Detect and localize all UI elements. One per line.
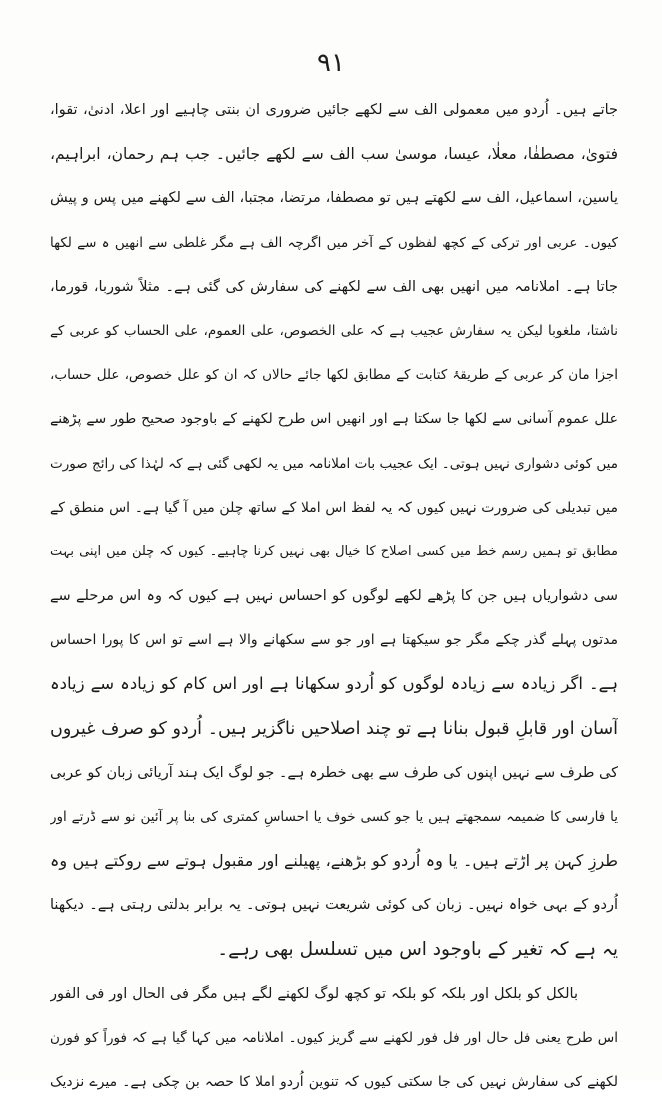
text-line: اُردو کے بہی خواہ نہیں۔ زبان کی کوئی شریعت نہیں ہوتی۔ یہ برابر بدلتی رہتی ہے۔ دیکھنا <box>50 897 618 914</box>
text-line-paragraph-start: بالکل کو بلکل اور بلکہ کو بلکہ تو کچھ لوگ لکھنے لگے ہیں مگر فی الحال اور فی الفور <box>50 985 578 1002</box>
text-line: یاسین، اسماعیل، الف سے لکھتے ہیں تو مصطفا، مرتضا، مجتبا، الف سے لکھنے میں پس و پیش <box>50 190 618 207</box>
text-line: علل عموم آسانی سے لکھا جا سکتا ہے اور انھیں اس طرح لکھنے کے باوجود صحیح طور سے پڑھنے <box>50 411 618 428</box>
text-line: اجزا مان کر عربی کے طریقۂ کتابت کے مطابق لکھا جائے حالاں کہ ان کو علل خصوص، علل حساب، <box>50 367 618 384</box>
text-line: میں تبدیلی کی ضرورت نہیں کیوں کہ یہ لفظ اس املا کے ساتھ چلن میں آ گیا ہے۔ اس منطق کے <box>50 499 618 516</box>
text-line: کی طرف سے نہیں اپنوں کی طرف سے بھی خطرہ ہے۔ جو لوگ ایک ہند آریائی زبان کو عربی <box>50 764 618 781</box>
text-line: اس طرح یعنی فل حال اور فل فور لکھنے سے گریز کیوں۔ املانامہ میں کہا گیا ہے کہ فوراً کو فورن <box>50 1029 618 1046</box>
text-line: فتویٰ، مصطفٰا، معلٰا، عیسا، موسیٰ سب الف سے لکھے جائیں۔ جب ہم رحمان، ابراہیم، <box>50 145 618 164</box>
text-line: میں کوئی دشواری نہیں ہوتی۔ ایک عجیب بات املانامہ میں یہ لکھی گئی ہے کہ لہٰذا کی رائج صورت <box>50 455 618 472</box>
text-line: مدتوں پہلے گذر چکے مگر جو سیکھتا ہے اور جو سے سکھانے والا ہے اسے تو اس کا پورا احساس <box>50 632 618 649</box>
text-line-paragraph-end: یہ ہے کہ تغیر کے باوجود اس میں تسلسل بھی رہے۔ <box>217 938 618 960</box>
text-line: آسان اور قابلِ قبول بنانا ہے تو چند اصلاحیں ناگزیر ہیں۔ اُردو کو صرف غیروں <box>50 718 618 739</box>
text-line: جاتے ہیں۔ اُردو میں معمولی الف سے لکھے جائیں ضروری ان بنتی چاہیے اور اعلا، ادنیٰ، تقوا، <box>50 102 618 118</box>
text-line: ہے۔ اگر زیادہ سے زیادہ لوگوں کو اُردو سکھانا ہے اور اس کام کو زیادہ سے زیادہ <box>50 674 618 694</box>
text-line: طرزِ کہن پر اڑتے ہیں۔ یا وہ اُردو کو بڑھنے، پھیلنے اور مقبول ہوتے سے روکتے ہیں وہ <box>50 851 618 871</box>
text-line: کیوں۔ عربی اور ترکی کے کچھ لفظوں کے آخر میں اگرچہ الف ہے مگر غلطی سے انھیں ہ سے لکھا <box>50 234 618 251</box>
text-line: جاتا ہے۔ املانامہ میں انھیں بھی الف سے لکھنے کی سفارش کی گئی ہے۔ مثلاً شوربا، قورما، <box>50 278 618 295</box>
text-line: سی دشواریاں ہیں جن کا پڑھے لکھے لوگوں کو احساس نہیں ہے کیوں کہ وہ اس مرحلے سے <box>50 588 618 605</box>
text-line: مطابق تو ہمیں رسم خط میں کسی اصلاح کا خیال بھی نہیں کرنا چاہیے۔ کیوں کہ چلن میں اپنی بہت <box>50 543 618 559</box>
page-number: ۹۱ <box>317 48 345 78</box>
text-line: یا فارسی کا ضمیمہ سمجھتے ہیں یا جو کسی خوف یا احساسِ کمتری کی بنا پر آئین نو سے ڈرتے اور <box>50 809 618 825</box>
text-line: لکھنے کی سفارش نہیں کی جا سکتی کیوں کہ تنوین اُردو املا کا حصہ بن چکی ہے۔ میرے نزدیک <box>50 1074 618 1091</box>
body-text <box>50 88 618 1104</box>
text-line: ناشتا، ملغوبا لیکن یہ سفارش عجیب ہے کہ علی الخصوص، علی العموم، علی الحساب کو عربی کے <box>50 322 618 339</box>
